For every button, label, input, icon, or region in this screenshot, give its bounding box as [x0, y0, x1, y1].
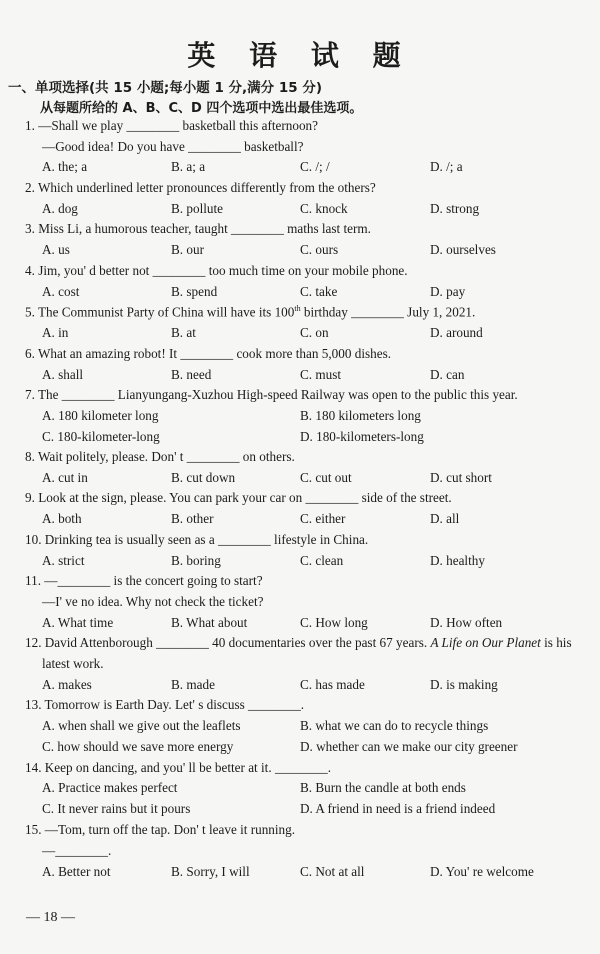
- superscript-th: th: [294, 304, 301, 313]
- option-c[interactable]: C. /; /: [300, 159, 330, 174]
- option-b[interactable]: B. Sorry, I will: [171, 864, 250, 879]
- question-8-text: 8. Wait politely, please. Don' t ________ on others.: [25, 449, 295, 464]
- option-d[interactable]: D. ourselves: [430, 242, 496, 257]
- option-a[interactable]: A. dog: [42, 201, 78, 216]
- option-d[interactable]: D. whether can we make our city greener: [300, 739, 518, 754]
- question-12-text: [25, 635, 590, 651]
- option-a[interactable]: A. strict: [42, 553, 85, 568]
- option-c[interactable]: C. how should we save more energy: [42, 739, 234, 754]
- option-c[interactable]: C. knock: [300, 201, 348, 216]
- option-a[interactable]: A. 180 kilometer long: [42, 408, 159, 423]
- question-5-text-a: 5. The Communist Party of China will have its 100: [25, 304, 295, 320]
- page-number: — 18 —: [26, 910, 75, 925]
- page-title: 英 语 试 题: [187, 39, 413, 72]
- option-a[interactable]: A. the; a: [42, 159, 88, 174]
- question-9-text: 9. Look at the sign, please. You can park your car on ________ side of the street.: [25, 490, 452, 505]
- option-c[interactable]: C. either: [300, 511, 346, 526]
- question-15-text-2: —________.: [42, 843, 112, 858]
- question-15-text: 15. —Tom, turn off the tap. Don' t leave it running.: [25, 822, 296, 837]
- option-d[interactable]: D. is making: [430, 677, 498, 692]
- option-c[interactable]: C. Not at all: [300, 864, 365, 879]
- option-d[interactable]: D. cut short: [430, 470, 492, 485]
- option-a[interactable]: A. both: [42, 511, 82, 526]
- option-b[interactable]: B. cut down: [171, 470, 236, 485]
- question-6-text: 6. What an amazing robot! It ________ cook more than 5,000 dishes.: [25, 346, 391, 361]
- question-4-text: 4. Jim, you' d better not ________ too much time on your mobile phone.: [25, 263, 408, 278]
- option-c[interactable]: C. 180-kilometer-long: [42, 429, 160, 444]
- question-3-text: 3. Miss Li, a humorous teacher, taught ________ maths last term.: [25, 221, 371, 236]
- question-5-text: [25, 304, 590, 320]
- option-d[interactable]: D. can: [430, 367, 465, 382]
- option-d[interactable]: D. How often: [430, 615, 503, 630]
- option-b[interactable]: B. what we can do to recycle things: [300, 718, 489, 733]
- option-b[interactable]: B. What about: [171, 615, 248, 630]
- option-b[interactable]: B. other: [171, 511, 214, 526]
- option-c[interactable]: C. ours: [300, 242, 339, 257]
- option-b[interactable]: B. boring: [171, 553, 221, 568]
- option-d[interactable]: D. strong: [430, 201, 480, 216]
- option-d[interactable]: D. 180-kilometers-long: [300, 429, 424, 444]
- question-14-text: 14. Keep on dancing, and you' ll be better at it. ________.: [25, 760, 331, 775]
- question-12-text-b: is his: [540, 635, 572, 650]
- section-instruction: 从每题所给的 A、B、C、D 四个选项中选出最佳选项。: [40, 101, 363, 116]
- question-7-text: 7. The ________ Lianyungang-Xuzhou High-speed Railway was open to the public this year.: [25, 387, 518, 402]
- option-a[interactable]: A. What time: [42, 615, 114, 630]
- question-12-text-a: 12. David Attenborough ________ 40 documentaries over the past 67 years.: [25, 635, 431, 650]
- option-c[interactable]: C. must: [300, 367, 342, 382]
- question-10-text: 10. Drinking tea is usually seen as a ________ lifestyle in China.: [25, 532, 369, 547]
- option-a[interactable]: A. Better not: [42, 864, 111, 879]
- option-c[interactable]: C. has made: [300, 677, 365, 692]
- option-a[interactable]: A. cost: [42, 284, 80, 299]
- option-d[interactable]: D. You' re welcome: [430, 864, 534, 879]
- question-11-text-2: —I' ve no idea. Why not check the ticket?: [42, 594, 264, 609]
- option-b[interactable]: B. need: [171, 367, 212, 382]
- option-d[interactable]: D. all: [430, 511, 460, 526]
- option-c[interactable]: C. take: [300, 284, 338, 299]
- option-c[interactable]: C. clean: [300, 553, 344, 568]
- option-d[interactable]: D. healthy: [430, 553, 485, 568]
- option-a[interactable]: A. Practice makes perfect: [42, 780, 178, 795]
- option-b[interactable]: B. a; a: [171, 159, 206, 174]
- option-d[interactable]: D. /; a: [430, 159, 463, 174]
- option-c[interactable]: C. on: [300, 325, 329, 340]
- question-1-text-2: —Good idea! Do you have ________ basketball?: [42, 139, 304, 154]
- option-d[interactable]: D. A friend in need is a friend indeed: [300, 801, 496, 816]
- question-11-text: 11. —________ is the concert going to start?: [25, 573, 263, 588]
- option-b[interactable]: B. spend: [171, 284, 218, 299]
- option-a[interactable]: A. cut in: [42, 470, 88, 485]
- option-b[interactable]: B. our: [171, 242, 204, 257]
- option-a[interactable]: A. when shall we give out the leaflets: [42, 718, 241, 733]
- book-title: A Life on Our Planet: [430, 635, 541, 650]
- option-a[interactable]: A. makes: [42, 677, 92, 692]
- option-b[interactable]: B. pollute: [171, 201, 224, 216]
- question-2-text: 2. Which underlined letter pronounces differently from the others?: [25, 180, 376, 195]
- option-b[interactable]: B. Burn the candle at both ends: [300, 780, 466, 795]
- option-a[interactable]: A. us: [42, 242, 70, 257]
- question-1-text: 1. —Shall we play ________ basketball this afternoon?: [25, 118, 318, 133]
- question-13-text: 13. Tomorrow is Earth Day. Let' s discuss ________.: [25, 697, 305, 712]
- option-c[interactable]: C. It never rains but it pours: [42, 801, 191, 816]
- section-heading: 一、单项选择(共 15 小题;每小题 1 分,满分 15 分): [8, 80, 323, 96]
- option-d[interactable]: D. pay: [430, 284, 466, 299]
- option-c[interactable]: C. How long: [300, 615, 368, 630]
- option-d[interactable]: D. around: [430, 325, 483, 340]
- option-a[interactable]: A. shall: [42, 367, 84, 382]
- option-b[interactable]: B. made: [171, 677, 215, 692]
- option-a[interactable]: A. in: [42, 325, 69, 340]
- question-5-text-b: birthday ________ July 1, 2021.: [300, 304, 476, 320]
- option-b[interactable]: B. at: [171, 325, 196, 340]
- question-12-text-2: latest work.: [42, 656, 104, 671]
- option-b[interactable]: B. 180 kilometers long: [300, 408, 421, 423]
- option-c[interactable]: C. cut out: [300, 470, 352, 485]
